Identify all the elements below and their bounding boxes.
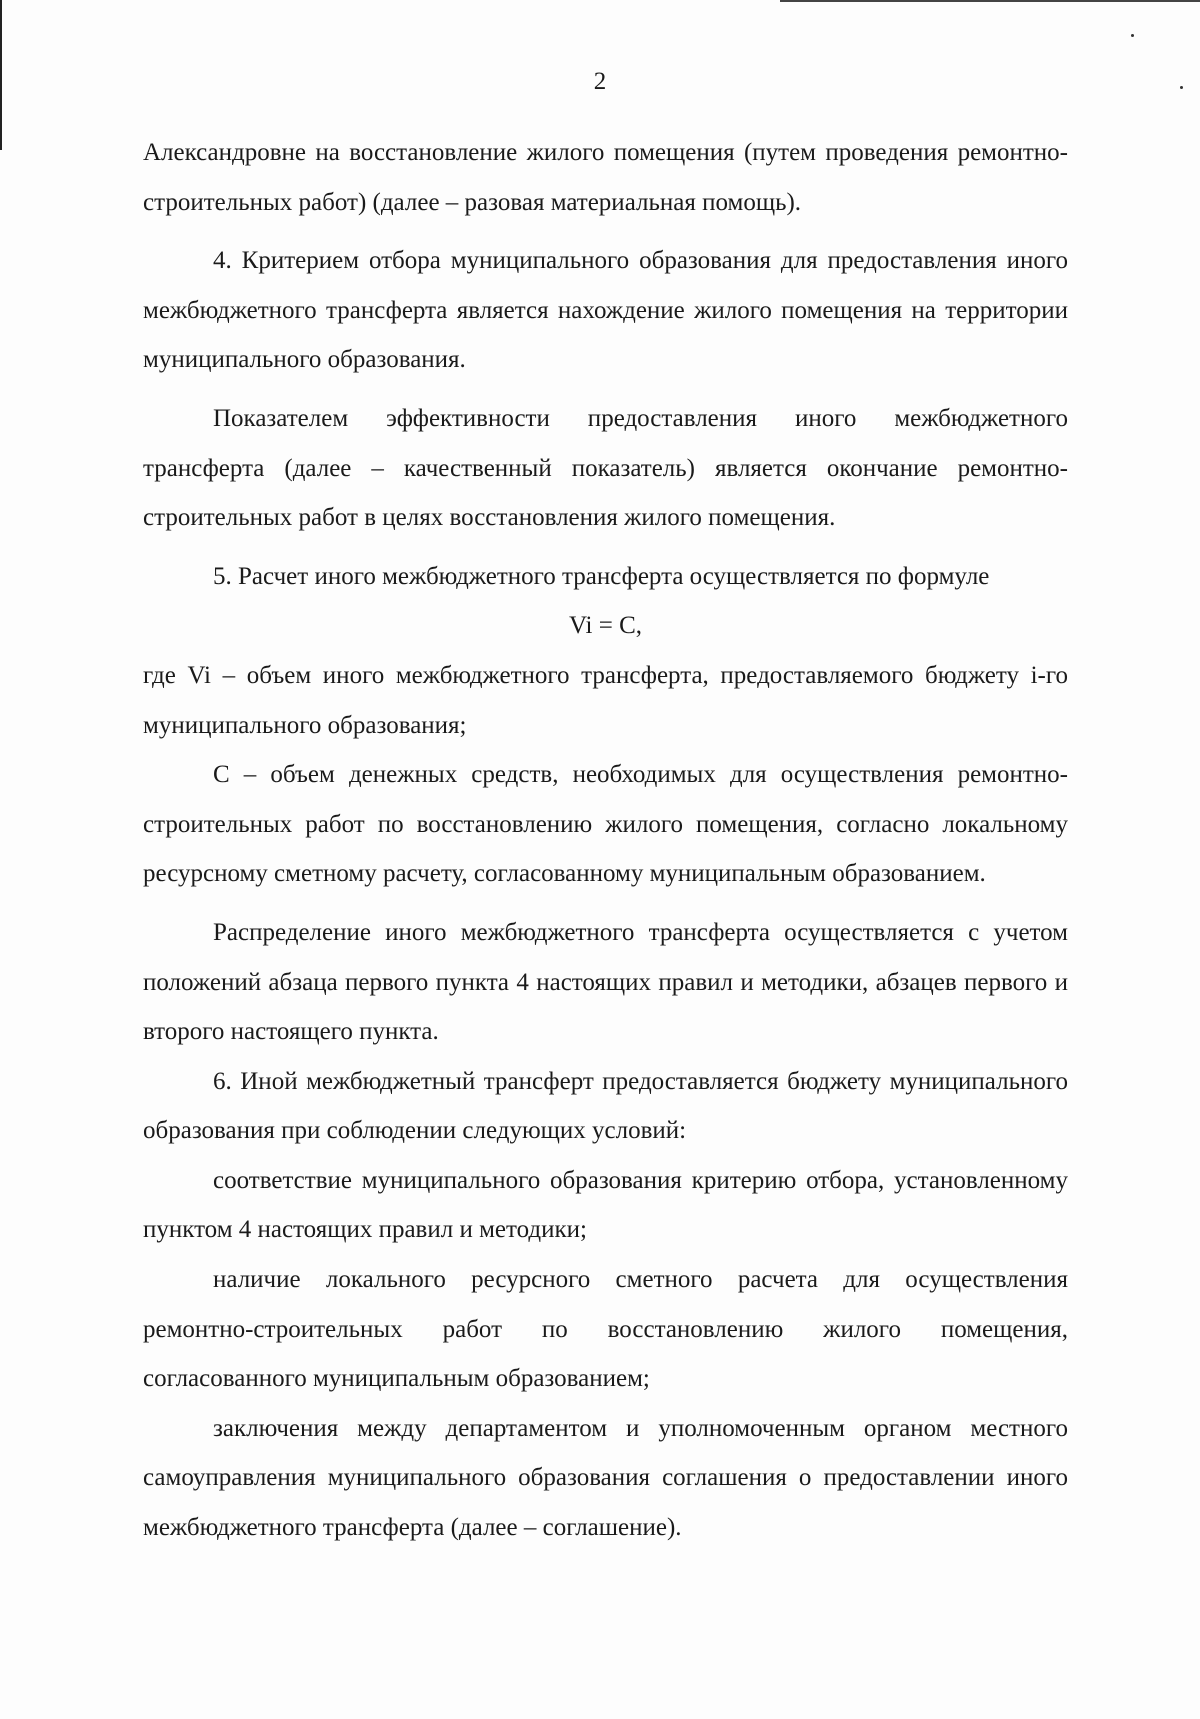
paragraph: Александровне на восстановление жилого помещения (путем проведения ремонтно-строительных работ) (далее – разовая материальная помощь). (143, 139, 1068, 216)
paragraph: 6. Иной межбюджетный трансферт предоставляется бюджету муниципального образования при соблюдении следующих условий: (143, 1067, 1068, 1145)
paragraph: соответствие муниципального образования критерию отбора, установленному пунктом 4 настоящих правил и методики; (143, 1166, 1068, 1244)
paragraph: заключения между департаментом и уполномоченным органом местного самоуправления муниципального образования соглашения о предоставлении иного межбюджетного трансферта (далее – соглашение). (143, 1414, 1068, 1542)
paragraph: наличие локального ресурсного сметного расчета для осуществления ремонтно-строительных работ по восстановлению жилого помещения, согласованного муниципальным образованием; (143, 1266, 1068, 1393)
formula: Vi = C, (568, 612, 643, 640)
document-body (143, 128, 1068, 1553)
scan-speck (1131, 34, 1134, 37)
scan-edge-line (780, 0, 1200, 2)
paragraph: где Vi – объем иного межбюджетного трансферта, предоставляемого бюджету i-го муниципального образования; (143, 661, 1068, 739)
paragraph: Показателем эффективности предоставления иного межбюджетного трансферта (далее – качественный показатель) является окончание ремонтно-строительных работ в целях восстановления жилого помещения. (143, 404, 1068, 532)
paragraph: 5. Расчет иного межбюджетного трансферта осуществляется по формуле (213, 562, 990, 590)
paragraph: Распределение иного межбюджетного трансферта осуществляется с учетом положений абзаца первого пункта 4 настоящих правил и методики, абзацев первого и второго настоящего пункта. (143, 918, 1068, 1046)
paragraph: 4. Критерием отбора муниципального образования для предоставления иного межбюджетного трансферта является нахождение жилого помещения на территории муниципального образования. (143, 247, 1068, 374)
page-number: 2 (593, 68, 607, 95)
paragraph: C – объем денежных средств, необходимых для осуществления ремонтно-строительных работ по восстановлению жилого помещения, согласно локальному ресурсному сметному расчету, согласованному муниципальным образованием. (143, 761, 1068, 888)
